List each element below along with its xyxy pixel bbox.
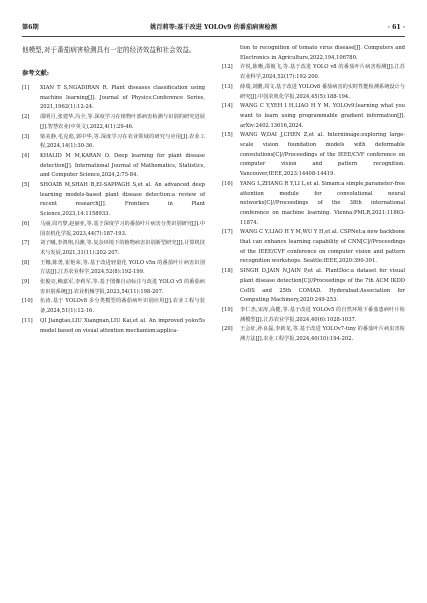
reference-number: [15]: [222, 132, 233, 139]
reference-item: [222, 325, 405, 344]
reference-text: 刘子曦,李鸿翔,冯潍,等.复杂环境下的植物病害识别新型研究[J].计算机技术与发展,2021,31(11):202-207.: [40, 240, 205, 256]
reference-item: [22, 133, 205, 152]
issue-number: 第6期: [22, 24, 39, 31]
reference-item: [222, 83, 405, 102]
reference-text: WANG W,DAI J,CHEN Z,et al. Internimage:exploring large-scale vision foundation models with deformable convolutions[C]//Proceedings of the IEEE/CVF conference on computer vision and pattern recognition. Vancouver,IEEE,2023:14408-14419.: [240, 132, 405, 178]
running-title: 姚百莉等:基于改进 YOLOv9 的番茄病害检测: [150, 24, 277, 31]
reference-number: [20]: [222, 326, 233, 333]
reference-text: 许悦,陈晰,邵俊飞,等.基于改进 YOLO v8 的番茄叶片病害检测[J].江苏农业科学,2024,52(17):192-200.: [240, 64, 405, 81]
reference-item: [222, 131, 405, 180]
reference-number: [3]: [22, 133, 30, 140]
reference-item: [222, 63, 405, 82]
reference-text: 薛瑞,刘鹏,周文.基于改进 YOLOv8 番茄病害的实时性能检测系统设计与研究[J].中国农机化学报,2024,45(5):188-194.: [240, 83, 405, 100]
reference-text: WANG C Y,LIAO H Y M,WU Y H,et al. CSPNet:a new backbone that can enhance learning capability of CNN[C]//Proceedings of the IEEE/CVF conference on computer vision and pattern recognition workshops. Seattle:IEEE,2020:390-391.: [240, 229, 405, 265]
reference-number: [12]: [222, 64, 233, 71]
reference-text: 张俊亮,赖嘉军,李莉军,等.基于图像自动标注与改进 YOLO v5 的番茄病害识别系统[J].农业机械学报,2023,54(11):198-207.: [40, 279, 205, 295]
reference-text: SINGH D,JAIN N,JAIN P,et al. PlantDoc:a dataset for visual plant disease detection[C]//Proceedings of the 7th ACM IKDD CoDS and 25th COMAD. Hyderabad:Association for Computing Machinery,2020:249-253.: [240, 268, 405, 304]
reference-item: [22, 84, 205, 113]
reference-text: 伍涛.基于 YOLOv8 多分类模型的番茄病叶识别应用[J].农业工程与装备,2024,51(1):12-16.: [40, 298, 205, 315]
reference-item: [222, 180, 405, 229]
reference-item: [22, 220, 205, 239]
reference-text: 王会征,孙良磊,李新龙,等.基于改进 YOLOv7-tiny 的番茄叶片病虫害检测方法[J].农业工程学报,2024,40(10):194-202.: [240, 326, 405, 343]
reference-number: [9]: [22, 279, 30, 286]
reference-text: 梁美静,毛克彪,郭中华,等.深度学习在农业领域的研究与应用[J].农业工程,2024,14(1):30-36.: [40, 133, 205, 150]
reference-item: [222, 228, 405, 267]
intro-paragraph: 他模型,对于番茄病害检测具有一定的经济效益和社会效益。: [22, 46, 196, 54]
reference-text: 王娜,陈勇,崔艳荣,等.基于改进轻量化 YOLO v5n 的番茄叶片病害识别方法[J].江苏农业科学,2024,52(8):192-199.: [40, 259, 205, 276]
reference-item: [22, 317, 205, 336]
reference-text: XIAN T S,NGADIRAN R. Plant diseases classification using machine learning[J]. Journal of Physics:Conference Series, 2021,1962(1):12-24.: [40, 85, 205, 111]
reference-list-right: [222, 63, 405, 344]
reference-number: [13]: [222, 83, 233, 90]
reference-item: [222, 306, 405, 325]
reference-item: [22, 181, 205, 220]
page-number: · 61 ·: [387, 24, 405, 31]
page-header: [22, 22, 405, 34]
reference-number: [2]: [22, 114, 30, 121]
reference-number: [17]: [222, 229, 233, 236]
reference-item: [22, 239, 205, 258]
reference-number: [18]: [222, 268, 233, 275]
reference-item: [22, 297, 205, 316]
reference-number: [10]: [22, 298, 33, 305]
header-divider: [22, 36, 405, 37]
reference-item: [22, 152, 205, 181]
reference-text: WANG C Y,YEH I H,LIAO H Y M. YOLOv9:learning what you want to learn using programmable gradient information[J]. arXiv:2402.13616,2024.: [240, 103, 405, 129]
reference-text: QI Jiangtao,LIU Xiangnan,LIU Kai,et al. An improved yolov5s model based on visual attention mechanism:applica-: [40, 317, 205, 334]
reference-number: [6]: [22, 220, 30, 227]
reference-text: SHOAIB M,SHAH B,EI-SAPPAGH S,et al. An advanced deep learning models-based plant disease detection:a review of recent research[J]. Frontiers in Plant Science,2023,14:1158933.: [40, 182, 205, 218]
reference-item: [22, 278, 205, 297]
reference-number: [1]: [22, 85, 30, 91]
reference-continuation: tion to recognition of tomato virus disease[J]. Computers and Electronics in Agriculture,2022,194,106780.: [240, 45, 405, 61]
reference-text: 李仁杰,宋涛,高健,等.基于改进 YOLOv5 的自然环境下番茄患病叶片检测模型[J].江苏农业学报,2024,40(6):1028-1037.: [240, 306, 405, 323]
reference-item: [22, 259, 205, 278]
reference-number: [7]: [22, 240, 30, 247]
reference-number: [16]: [222, 180, 233, 187]
reference-number: [19]: [222, 306, 233, 313]
left-column: [22, 44, 205, 336]
reference-list-left: [22, 84, 205, 336]
reference-item: [22, 113, 205, 132]
reference-number: [8]: [22, 259, 30, 266]
reference-number: [14]: [222, 103, 233, 110]
reference-text: 邵明月,张建华,冯全,等.深度学习在植物叶部病害检测与识别的研究进展[J].智慧农业(中英文),2022,4(1):29-46.: [40, 114, 205, 130]
reference-text: YANG L,ZHANG R Y,LI L,et al. Simam:a simple,parameter-free attention module for convolutional neural networks[C]//Proceedings of the 38th international conference on machine learning. Vienna:PMLR,2021:11863-11874.: [240, 180, 405, 226]
right-column: [222, 44, 405, 345]
reference-number: [5]: [22, 182, 30, 189]
references-heading: 参考文献:: [22, 70, 50, 77]
reference-text: 马丽,周巧黎,赵丽亚,等.基于深度学习的番茄叶片病害分类识别研究[J].中国农机化学报,2023,44(7):187-193.: [40, 220, 205, 237]
reference-item: [222, 102, 405, 131]
reference-text: KHALID M M,KARAN O. Deep learning for plant disease detection[J]. International Journal of Mathematics, Statistics, and Computer Science,2024,2:75-84.: [40, 152, 205, 179]
reference-item: [222, 267, 405, 306]
reference-number: [4]: [22, 152, 30, 159]
reference-number: [11]: [22, 317, 33, 324]
